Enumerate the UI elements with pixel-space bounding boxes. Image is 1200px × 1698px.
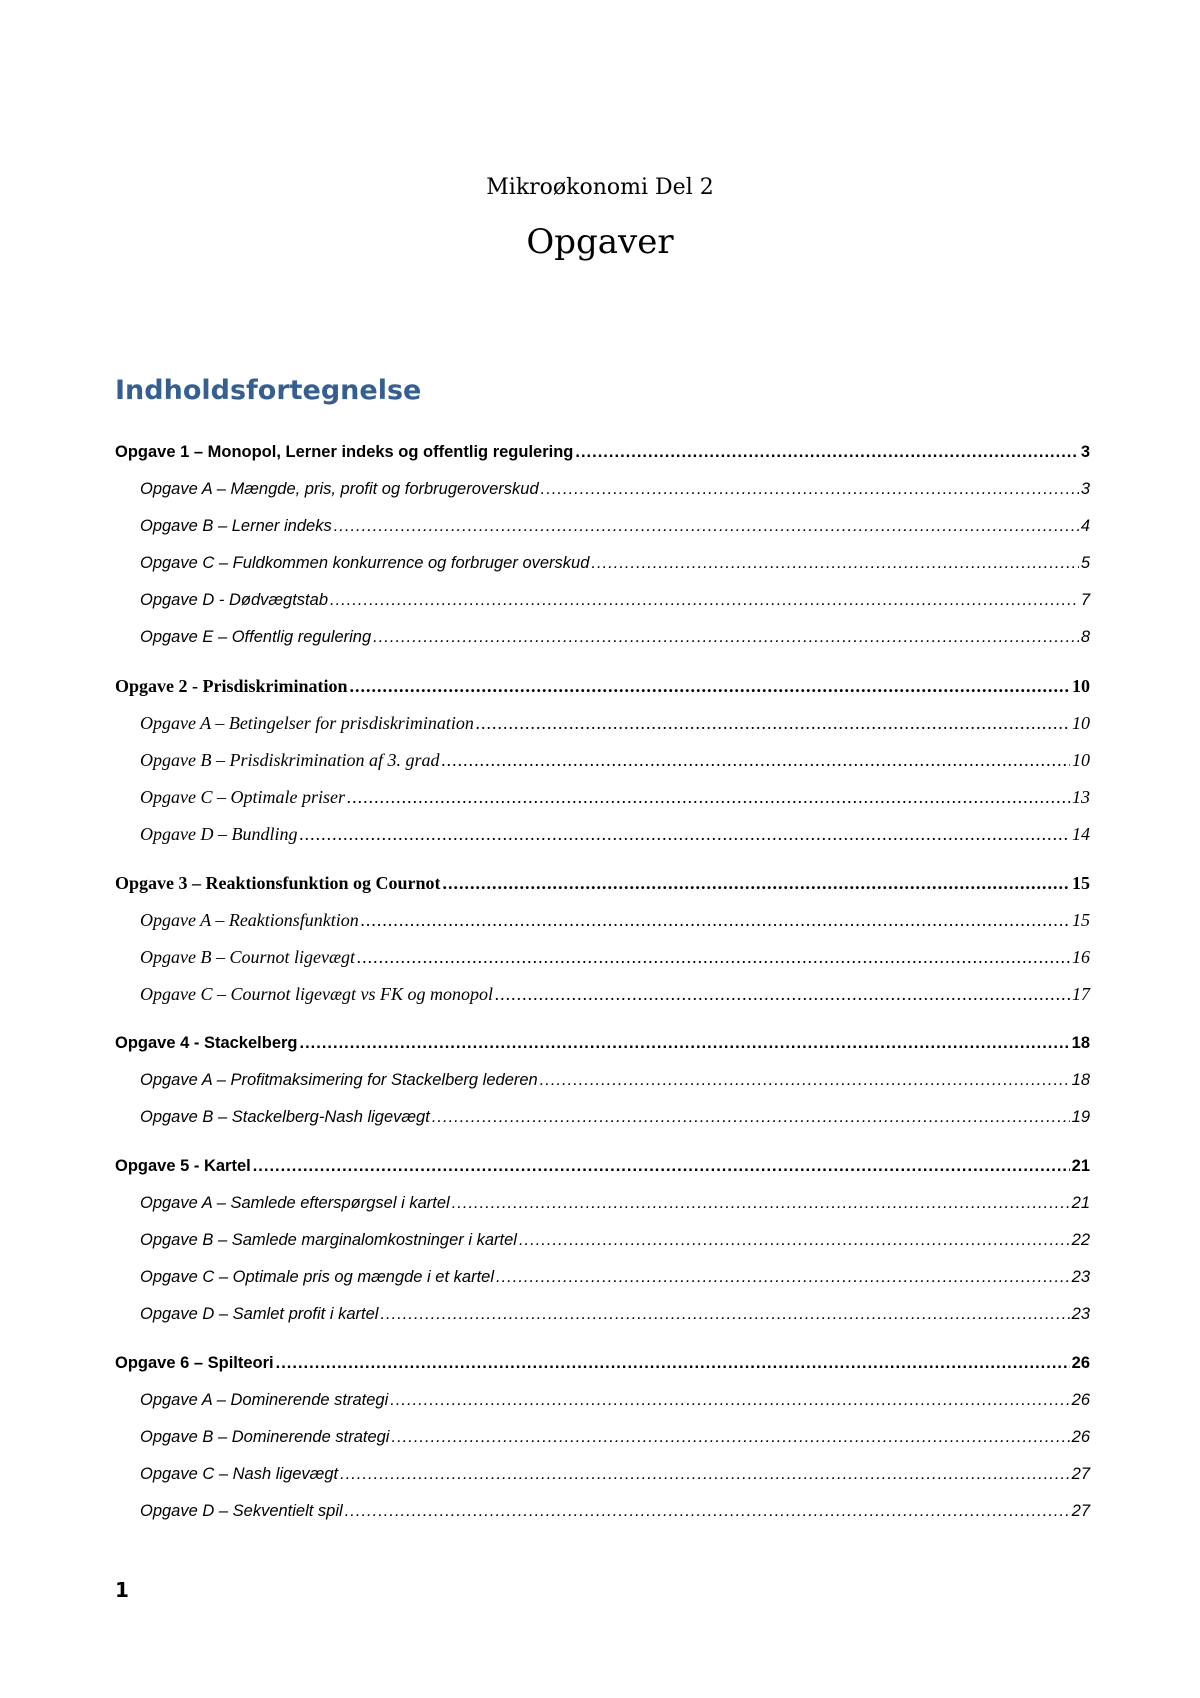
toc-entry-opgave-3b[interactable] xyxy=(140,944,1090,970)
toc-entry-page: 21 xyxy=(1071,1194,1090,1212)
toc-leader-dots xyxy=(340,1461,1070,1487)
toc-entry-opgave-2c[interactable] xyxy=(140,784,1090,810)
toc-leader-dots xyxy=(357,944,1070,970)
toc-leader-dots xyxy=(541,476,1079,502)
toc-entry-text: Opgave 2 - Prisdiskrimination xyxy=(115,676,348,696)
toc-entry-opgave-2a[interactable] xyxy=(140,710,1090,736)
toc-entry-page: 15 xyxy=(1072,873,1090,893)
toc-entry-text: Opgave B – Lerner indeks xyxy=(140,517,332,535)
toc-entry-text: Opgave E – Offentlig regulering xyxy=(140,628,372,646)
toc-entry-page: 7 xyxy=(1080,591,1090,609)
toc-entry-text: Opgave C – Nash ligevægt xyxy=(140,1465,339,1483)
toc-entry-page: 26 xyxy=(1071,1354,1090,1372)
toc-entry-page: 10 xyxy=(1072,750,1090,770)
toc-entry-opgave-3[interactable] xyxy=(115,870,1090,896)
document-subtitle: Mikroøkonomi Del 2 xyxy=(486,175,714,200)
toc-entry-text: Opgave B – Stackelberg-Nash ligevægt xyxy=(140,1108,430,1126)
toc-entry-text: Opgave C – Optimale pris og mængde i et kartel xyxy=(140,1268,495,1286)
toc-leader-dots xyxy=(300,1030,1070,1056)
toc-entry-opgave-5a[interactable] xyxy=(140,1190,1090,1216)
toc-entry-opgave-1[interactable] xyxy=(115,439,1090,465)
toc-entry-opgave-5d[interactable] xyxy=(140,1301,1090,1327)
toc-entry-text: Opgave D – Samlet profit i kartel xyxy=(140,1305,379,1323)
toc-leader-dots xyxy=(519,1227,1070,1253)
toc-entry-text: Opgave 1 – Monopol, Lerner indeks og offentlig regulering xyxy=(115,443,574,461)
toc-entry-page: 23 xyxy=(1071,1268,1090,1286)
document-title: Opgaver xyxy=(526,222,674,262)
toc-leader-dots xyxy=(361,907,1070,933)
toc-entry-text: Opgave C – Fuldkommen konkurrence og forbruger overskud xyxy=(140,554,590,572)
toc-leader-dots xyxy=(591,550,1078,576)
toc-entry-opgave-4[interactable] xyxy=(115,1030,1090,1056)
toc-entry-page: 18 xyxy=(1071,1071,1090,1089)
toc-entry-page: 15 xyxy=(1072,910,1090,930)
toc-entry-page: 16 xyxy=(1072,947,1090,967)
toc-entry-text: Opgave A – Samlede efterspørgsel i kartel xyxy=(140,1194,450,1212)
toc-entry-page: 27 xyxy=(1071,1502,1090,1520)
toc-entry-text: Opgave 6 – Spilteori xyxy=(115,1354,274,1372)
toc-entry-opgave-3a[interactable] xyxy=(140,907,1090,933)
toc-entry-opgave-5b[interactable] xyxy=(140,1227,1090,1253)
toc-leader-dots xyxy=(299,821,1070,847)
toc-entry-text: Opgave B – Cournot ligevægt xyxy=(140,947,355,967)
toc-entry-text: Opgave 3 – Reaktionsfunktion og Cournot xyxy=(115,873,441,893)
toc-leader-dots xyxy=(540,1067,1070,1093)
toc-entry-text: Opgave D – Sekventielt spil xyxy=(140,1502,343,1520)
toc-entry-text: Opgave A – Profitmaksimering for Stackelberg lederen xyxy=(140,1071,538,1089)
toc-entry-text: Opgave 4 - Stackelberg xyxy=(115,1034,298,1052)
toc-entry-text: Opgave A – Reaktionsfunktion xyxy=(140,910,359,930)
toc-entry-text: Opgave B – Dominerende strategi xyxy=(140,1428,390,1446)
toc-entry-text: Opgave 5 - Kartel xyxy=(115,1157,251,1175)
toc-leader-dots xyxy=(442,747,1071,773)
toc-leader-dots xyxy=(380,1301,1069,1327)
toc-entry-opgave-4b[interactable] xyxy=(140,1104,1090,1130)
toc-entry-opgave-5[interactable] xyxy=(115,1153,1090,1179)
toc-entry-page: 22 xyxy=(1071,1231,1090,1249)
toc-leader-dots xyxy=(276,1350,1070,1376)
toc-entry-opgave-1b[interactable] xyxy=(140,513,1090,539)
toc-entry-opgave-2d[interactable] xyxy=(140,821,1090,847)
toc-entry-page: 26 xyxy=(1071,1428,1090,1446)
toc-entry-page: 8 xyxy=(1080,628,1090,646)
toc-leader-dots xyxy=(350,673,1070,699)
toc-leader-dots xyxy=(575,439,1078,465)
toc-heading: Indholdsfortegnelse xyxy=(115,375,422,406)
toc-entry-page: 4 xyxy=(1080,517,1090,535)
toc-entry-text: Opgave D - Dødvægtstab xyxy=(140,591,328,609)
toc-entry-text: Opgave B – Prisdiskrimination af 3. grad xyxy=(140,750,440,770)
toc-entry-page: 13 xyxy=(1072,787,1090,807)
toc-leader-dots xyxy=(476,710,1070,736)
toc-entry-opgave-2[interactable] xyxy=(115,673,1090,699)
toc-leader-dots xyxy=(390,1387,1069,1413)
toc-leader-dots xyxy=(345,1498,1070,1524)
toc-entry-page: 23 xyxy=(1071,1305,1090,1323)
toc-leader-dots xyxy=(334,513,1079,539)
toc-entry-text: Opgave D – Bundling xyxy=(140,824,298,844)
toc-entry-opgave-1e[interactable] xyxy=(140,624,1090,650)
toc-entry-page: 18 xyxy=(1071,1034,1090,1052)
toc-entry-text: Opgave C – Optimale priser xyxy=(140,787,345,807)
toc-entry-opgave-2b[interactable] xyxy=(140,747,1090,773)
toc-entry-opgave-5c[interactable] xyxy=(140,1264,1090,1290)
toc-leader-dots xyxy=(391,1424,1069,1450)
toc-entry-text: Opgave A – Mængde, pris, profit og forbrugeroverskud xyxy=(140,480,539,498)
toc-leader-dots xyxy=(373,624,1079,650)
toc-entry-page: 10 xyxy=(1072,676,1090,696)
toc-entry-opgave-6c[interactable] xyxy=(140,1461,1090,1487)
toc-entry-page: 21 xyxy=(1071,1157,1090,1175)
toc-leader-dots xyxy=(347,784,1070,810)
toc-entry-opgave-1a[interactable] xyxy=(140,476,1090,502)
toc-entry-text: Opgave A – Dominerende strategi xyxy=(140,1391,389,1409)
toc-entry-page: 27 xyxy=(1071,1465,1090,1483)
toc-entry-text: Opgave A – Betingelser for prisdiskrimination xyxy=(140,713,474,733)
toc-entry-opgave-1c[interactable] xyxy=(140,550,1090,576)
toc-entry-opgave-1d[interactable] xyxy=(140,587,1090,613)
toc-entry-opgave-6b[interactable] xyxy=(140,1424,1090,1450)
toc-leader-dots xyxy=(495,981,1070,1007)
toc-entry-opgave-3c[interactable] xyxy=(140,981,1090,1007)
toc-leader-dots xyxy=(432,1104,1070,1130)
toc-entry-opgave-6a[interactable] xyxy=(140,1387,1090,1413)
toc-leader-dots xyxy=(443,870,1070,896)
toc-leader-dots xyxy=(496,1264,1070,1290)
toc-entry-page: 10 xyxy=(1072,713,1090,733)
toc-entry-text: Opgave C – Cournot ligevægt vs FK og monopol xyxy=(140,984,493,1004)
toc-entry-opgave-6d[interactable] xyxy=(140,1498,1090,1524)
toc-entry-opgave-4a[interactable] xyxy=(140,1067,1090,1093)
toc-entry-page: 26 xyxy=(1071,1391,1090,1409)
toc-leader-dots xyxy=(253,1153,1070,1179)
toc-entry-text: Opgave B – Samlede marginalomkostninger i kartel xyxy=(140,1231,517,1249)
page-number: 1 xyxy=(115,1578,129,1602)
toc-entry-page: 5 xyxy=(1080,554,1090,572)
toc-entry-page: 3 xyxy=(1080,443,1090,461)
toc-entry-page: 19 xyxy=(1071,1108,1090,1126)
toc-entry-page: 14 xyxy=(1072,824,1090,844)
toc-entry-opgave-6[interactable] xyxy=(115,1350,1090,1376)
toc-leader-dots xyxy=(452,1190,1070,1216)
toc-entry-page: 3 xyxy=(1080,480,1090,498)
toc-entry-page: 17 xyxy=(1072,984,1090,1004)
toc-leader-dots xyxy=(330,587,1079,613)
